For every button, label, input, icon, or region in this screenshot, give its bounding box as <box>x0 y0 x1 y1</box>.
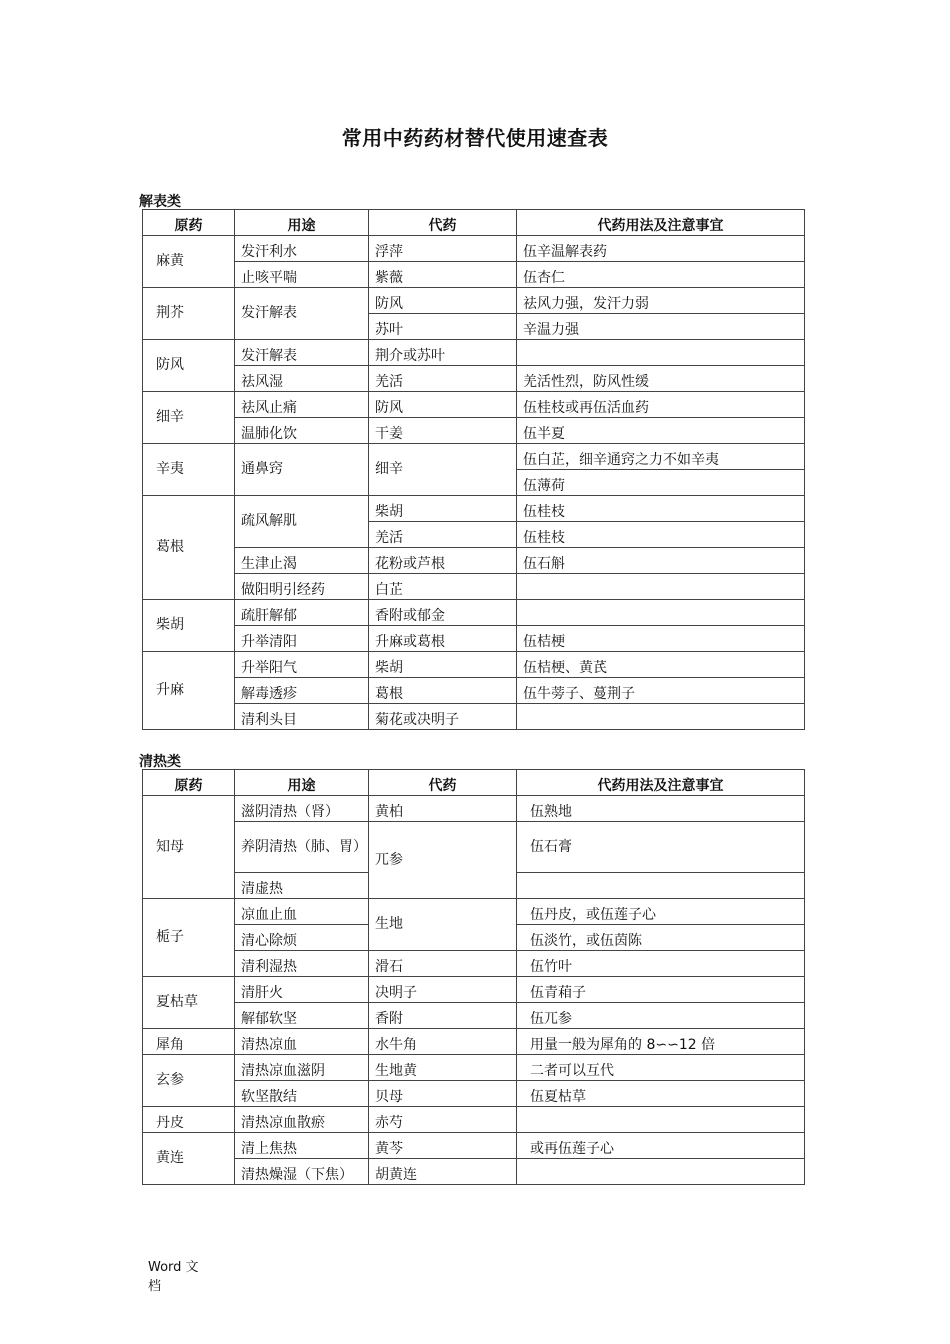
notes-cell: 伍石膏 <box>517 822 805 873</box>
notes-cell: 伍兀参 <box>517 1003 805 1029</box>
notes-cell: 或再伍莲子心 <box>517 1133 805 1159</box>
notes-cell: 伍薄荷 <box>517 470 805 496</box>
usage-cell: 养阴清热（肺、胃） <box>235 822 369 873</box>
original-herb: 荆芥 <box>143 288 235 340</box>
notes-cell: 伍夏枯草 <box>517 1081 805 1107</box>
usage-cell: 发汗解表 <box>235 288 369 340</box>
original-herb: 柴胡 <box>143 600 235 652</box>
notes-cell: 伍半夏 <box>517 418 805 444</box>
usage-cell: 祛风止痛 <box>235 392 369 418</box>
notes-cell: 伍白芷，细辛通窍之力不如辛夷 <box>517 444 805 470</box>
substitute-cell: 花粉或芦根 <box>369 548 517 574</box>
table-row <box>143 600 805 626</box>
usage-cell: 滋阴清热（肾） <box>235 796 369 822</box>
usage-cell: 解毒透疹 <box>235 678 369 704</box>
table-row <box>143 678 805 704</box>
original-herb: 升麻 <box>143 652 235 730</box>
original-herb: 夏枯草 <box>143 977 235 1029</box>
notes-cell: 伍桂枝 <box>517 496 805 522</box>
substitute-cell: 羌活 <box>369 366 517 392</box>
substitute-cell: 防风 <box>369 288 517 314</box>
substitute-cell: 香附或郁金 <box>369 600 517 626</box>
table-row <box>143 444 805 470</box>
original-herb: 犀角 <box>143 1029 235 1055</box>
substitute-cell: 葛根 <box>369 678 517 704</box>
usage-cell: 发汗解表 <box>235 340 369 366</box>
usage-cell: 升举阳气 <box>235 652 369 678</box>
original-herb: 辛夷 <box>143 444 235 496</box>
substitute-cell: 兀参 <box>369 822 517 899</box>
usage-cell: 疏风解肌 <box>235 496 369 548</box>
usage-cell: 做阳明引经药 <box>235 574 369 600</box>
notes-cell: 用量一般为犀角的 8∽∽12 倍 <box>517 1029 805 1055</box>
substitute-cell: 生地黄 <box>369 1055 517 1081</box>
notes-cell: 伍辛温解表药 <box>517 236 805 262</box>
original-herb: 知母 <box>143 796 235 899</box>
notes-cell <box>517 574 805 600</box>
table-row <box>143 899 805 925</box>
usage-cell: 清热凉血 <box>235 1029 369 1055</box>
header-original: 原药 <box>143 210 235 236</box>
original-herb: 麻黄 <box>143 236 235 288</box>
table-row <box>143 704 805 730</box>
substitute-cell: 防风 <box>369 392 517 418</box>
table-row <box>143 418 805 444</box>
usage-cell: 发汗利水 <box>235 236 369 262</box>
original-herb: 细辛 <box>143 392 235 444</box>
table-row <box>143 496 805 522</box>
usage-cell: 清热燥湿（下焦） <box>235 1159 369 1185</box>
table-row <box>143 1081 805 1107</box>
notes-cell <box>517 873 805 899</box>
substitute-cell: 黄芩 <box>369 1133 517 1159</box>
table-row <box>143 574 805 600</box>
substitute-cell: 水牛角 <box>369 1029 517 1055</box>
table-row <box>143 796 805 822</box>
header-original: 原药 <box>143 770 235 796</box>
header-substitute: 代药 <box>369 210 517 236</box>
substitute-cell: 决明子 <box>369 977 517 1003</box>
table-row <box>143 236 805 262</box>
table-row <box>143 822 805 873</box>
page-title: 常用中药药材替代使用速查表 <box>341 126 609 150</box>
notes-cell <box>517 1159 805 1185</box>
notes-cell: 伍桔梗 <box>517 626 805 652</box>
table-row <box>143 626 805 652</box>
substitute-cell: 菊花或决明子 <box>369 704 517 730</box>
table-qingre <box>142 769 805 1185</box>
substitute-cell: 苏叶 <box>369 314 517 340</box>
usage-cell: 清利湿热 <box>235 951 369 977</box>
table-jiebiao <box>142 209 805 730</box>
table-row <box>143 977 805 1003</box>
notes-cell: 羌活性烈，防风性缓 <box>517 366 805 392</box>
table-row <box>143 392 805 418</box>
table-header-row <box>143 210 805 236</box>
substitute-cell: 白芷 <box>369 574 517 600</box>
table-row <box>143 652 805 678</box>
notes-cell: 伍桔梗、黄芪 <box>517 652 805 678</box>
notes-cell: 伍丹皮，或伍莲子心 <box>517 899 805 925</box>
table-row <box>143 1003 805 1029</box>
substitute-cell: 贝母 <box>369 1081 517 1107</box>
substitute-cell: 荆介或苏叶 <box>369 340 517 366</box>
usage-cell: 止咳平喘 <box>235 262 369 288</box>
section-label-jiebiao: 解表类 <box>139 194 181 210</box>
table-row <box>143 1029 805 1055</box>
notes-cell <box>517 704 805 730</box>
substitute-cell: 升麻或葛根 <box>369 626 517 652</box>
header-substitute: 代药 <box>369 770 517 796</box>
substitute-cell: 柴胡 <box>369 496 517 522</box>
usage-cell: 软坚散结 <box>235 1081 369 1107</box>
substitute-cell: 生地 <box>369 899 517 951</box>
notes-cell: 伍青葙子 <box>517 977 805 1003</box>
substitute-cell: 细辛 <box>369 444 517 496</box>
header-usage: 用途 <box>235 770 369 796</box>
substitute-cell: 赤芍 <box>369 1107 517 1133</box>
original-herb: 丹皮 <box>143 1107 235 1133</box>
usage-cell: 升举清阳 <box>235 626 369 652</box>
notes-cell: 伍桂枝 <box>517 522 805 548</box>
notes-cell <box>517 340 805 366</box>
table-row <box>143 262 805 288</box>
notes-cell: 伍杏仁 <box>517 262 805 288</box>
table-header-row <box>143 770 805 796</box>
notes-cell <box>517 600 805 626</box>
table-row <box>143 288 805 314</box>
table-row <box>143 1159 805 1185</box>
substitute-cell: 干姜 <box>369 418 517 444</box>
usage-cell: 温肺化饮 <box>235 418 369 444</box>
table-row <box>143 951 805 977</box>
usage-cell: 解郁软坚 <box>235 1003 369 1029</box>
section-label-qingre: 清热类 <box>139 754 181 770</box>
usage-cell: 清上焦热 <box>235 1133 369 1159</box>
original-herb: 玄参 <box>143 1055 235 1107</box>
table-row <box>143 1133 805 1159</box>
footer-label: Word 文档 <box>148 1260 199 1294</box>
notes-cell: 辛温力强 <box>517 314 805 340</box>
header-usage: 用途 <box>235 210 369 236</box>
table-row <box>143 340 805 366</box>
usage-cell: 清心除烦 <box>235 925 369 951</box>
usage-cell: 清利头目 <box>235 704 369 730</box>
usage-cell: 清虚热 <box>235 873 369 899</box>
usage-cell: 清肝火 <box>235 977 369 1003</box>
table-row <box>143 1055 805 1081</box>
usage-cell: 凉血止血 <box>235 899 369 925</box>
usage-cell: 祛风湿 <box>235 366 369 392</box>
notes-cell <box>517 1107 805 1133</box>
usage-cell: 生津止渴 <box>235 548 369 574</box>
substitute-cell: 黄柏 <box>369 796 517 822</box>
usage-cell: 清热凉血滋阴 <box>235 1055 369 1081</box>
notes-cell: 伍桂枝或再伍活血药 <box>517 392 805 418</box>
original-herb: 葛根 <box>143 496 235 600</box>
usage-cell: 疏肝解郁 <box>235 600 369 626</box>
notes-cell: 伍淡竹，或伍茵陈 <box>517 925 805 951</box>
notes-cell: 伍竹叶 <box>517 951 805 977</box>
notes-cell: 祛风力强，发汗力弱 <box>517 288 805 314</box>
notes-cell: 伍石斛 <box>517 548 805 574</box>
substitute-cell: 滑石 <box>369 951 517 977</box>
header-notes: 代药用法及注意事宜 <box>517 770 805 796</box>
table-row <box>143 366 805 392</box>
usage-cell: 通鼻窍 <box>235 444 369 496</box>
table-row <box>143 1107 805 1133</box>
substitute-cell: 柴胡 <box>369 652 517 678</box>
notes-cell: 伍牛蒡子、蔓荆子 <box>517 678 805 704</box>
substitute-cell: 紫薇 <box>369 262 517 288</box>
original-herb: 栀子 <box>143 899 235 977</box>
notes-cell: 二者可以互代 <box>517 1055 805 1081</box>
substitute-cell: 香附 <box>369 1003 517 1029</box>
substitute-cell: 浮萍 <box>369 236 517 262</box>
substitute-cell: 羌活 <box>369 522 517 548</box>
usage-cell: 清热凉血散瘀 <box>235 1107 369 1133</box>
substitute-cell: 胡黄连 <box>369 1159 517 1185</box>
original-herb: 黄连 <box>143 1133 235 1185</box>
header-notes: 代药用法及注意事宜 <box>517 210 805 236</box>
table-row <box>143 548 805 574</box>
notes-cell: 伍熟地 <box>517 796 805 822</box>
original-herb: 防风 <box>143 340 235 392</box>
